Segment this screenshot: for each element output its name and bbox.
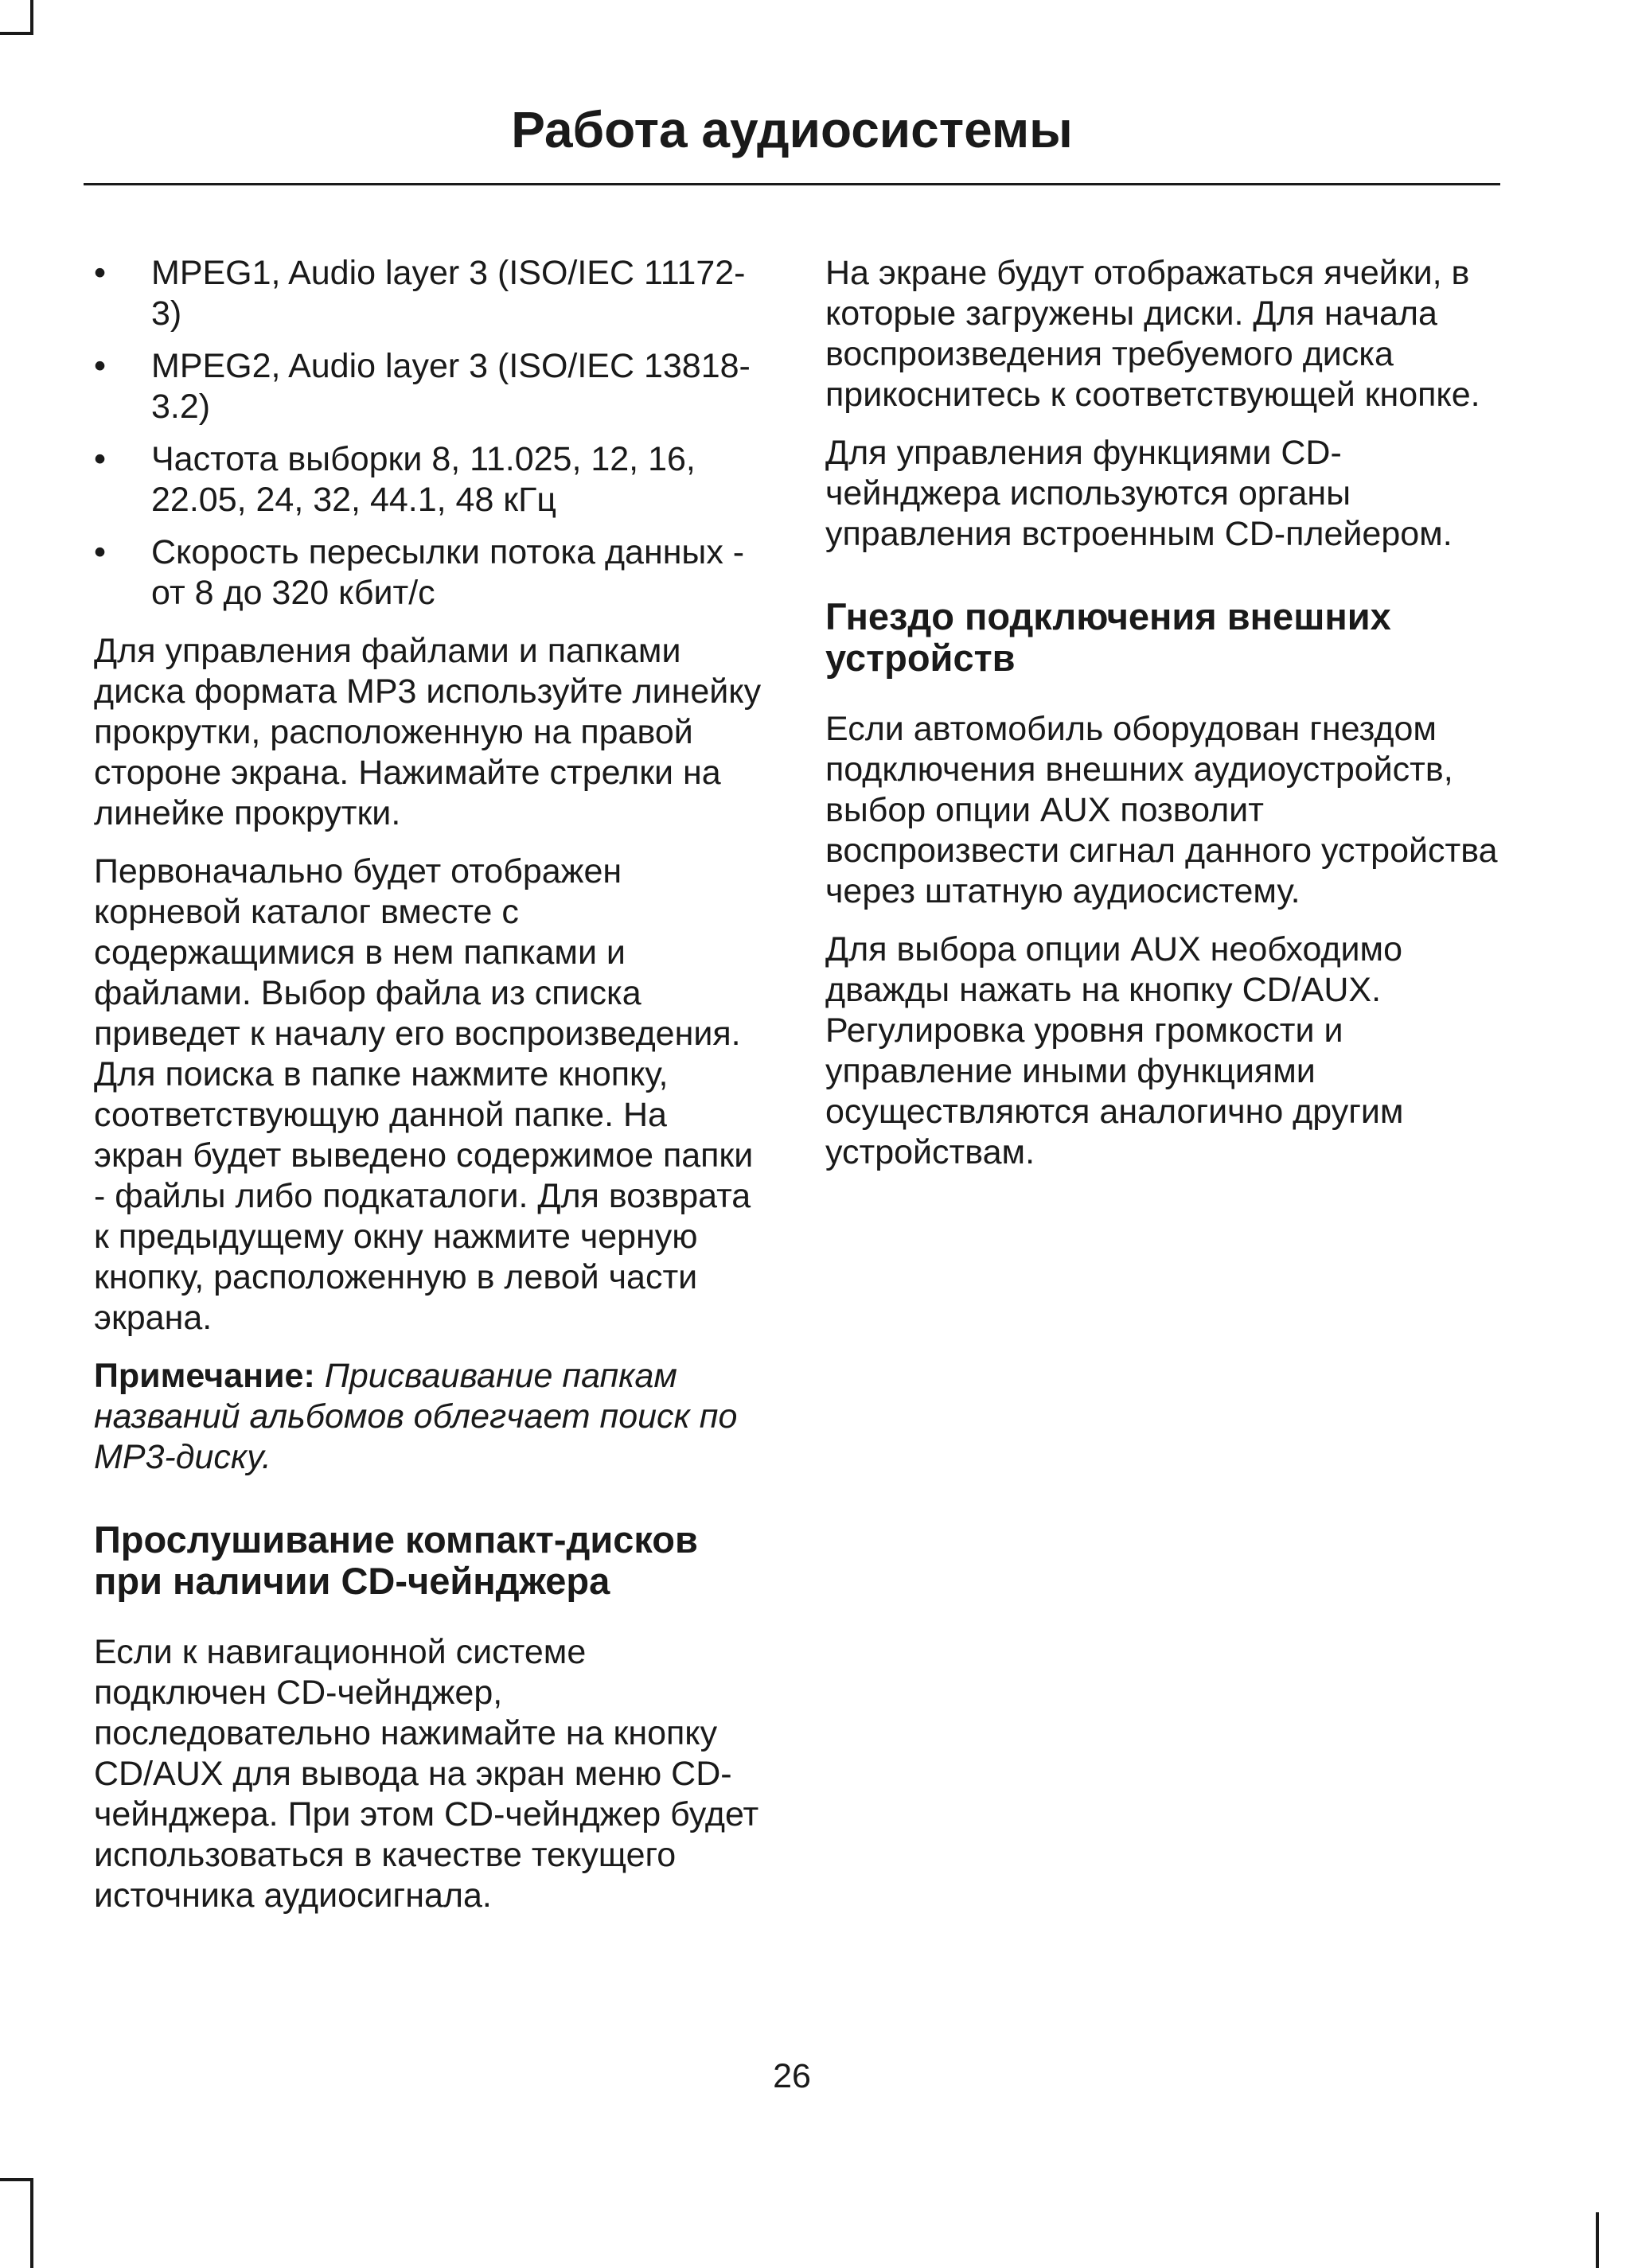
crop-mark-top-left-vertical xyxy=(30,0,33,33)
cd-changer-heading: Прослушивание компакт-дисков при наличии CD-чейнджера xyxy=(94,1518,698,1602)
aux-socket-paragraph: Если автомобиль оборудован гнездом подключения внешних аудиоустройств, выбор опции AUX позволит воспроизвести сигнал данного устройства через штатную аудиосистему. xyxy=(825,710,1498,910)
crop-mark-bottom-right-vertical xyxy=(1596,2212,1599,2268)
aux-socket-heading: Гнездо подключения внешних устройств xyxy=(825,595,1391,679)
list-item xyxy=(94,532,764,614)
list-item-text: Скорость пересылки потока данных - от 8 до 320 кбит/с xyxy=(151,533,745,612)
root-catalog-paragraph: Первоначально будет отображен корневой каталог вместе с содержащимися в нем папками и файлами. Выбор файла из списка приведет к началу его воспроизведения. Для поиска в папке нажмите кнопку, соответствующую данной папке. На экран будет выведено содержимое папки - файлы либо подкаталоги. Для возврата к предыдущему окну нажмите черную кнопку, расположенную в левой части экрана. xyxy=(94,852,754,1337)
list-item-text: Частота выборки 8, 11.025, 12, 16, 22.05, 24, 32, 44.1, 48 кГц xyxy=(151,440,696,519)
bullet-icon: • xyxy=(94,347,107,385)
title-divider xyxy=(84,183,1500,185)
cd-changer-paragraph: Если к навигационной системе подключен CD-чейнджер, последовательно нажимайте на кнопку CD/AUX для вывода на экран меню CD-чейнджера. При этом CD-чейнджер будет использоваться в качестве текущего источника аудиосигнала. xyxy=(94,1633,759,1915)
list-item xyxy=(94,346,764,427)
page-title: Работа аудиосистемы xyxy=(511,101,1073,158)
note-paragraph xyxy=(94,1356,764,1478)
page-number: 26 xyxy=(773,2057,811,2095)
list-item-text: MPEG2, Audio layer 3 (ISO/IEC 13818-3.2) xyxy=(151,347,751,426)
right-column xyxy=(825,253,1502,1191)
list-item-text: MPEG1, Audio layer 3 (ISO/IEC 11172-3) xyxy=(151,254,746,333)
spec-bullet-list xyxy=(94,253,764,614)
disc-cells-paragraph: На экране будут отображаться ячейки, в которые загружены диски. Для начала воспроизведения требуемого диска прикоснитесь к соответствующей кнопке. xyxy=(825,254,1480,414)
mp3-navigation-paragraph: Для управления файлами и папками диска формата MP3 используйте линейку прокрутки, расположенную на правой стороне экрана. Нажимайте стрелки на линейке прокрутки. xyxy=(94,632,762,832)
crop-mark-bottom-left-vertical xyxy=(30,2178,33,2268)
crop-mark-bottom-left-horizontal xyxy=(0,2178,33,2181)
note-label: Примечание: xyxy=(94,1357,315,1395)
aux-select-paragraph: Для выбора опции AUX необходимо дважды нажать на кнопку CD/AUX. Регулировка уровня громкости и управление иными функциями осуществляются аналогично другим устройствам. xyxy=(825,930,1404,1171)
note-text: Присваивание папкам названий альбомов облегчает поиск по MP3-диску. xyxy=(94,1357,738,1476)
crop-mark-top-left-horizontal xyxy=(0,32,33,35)
bullet-icon: • xyxy=(94,254,107,292)
bullet-icon: • xyxy=(94,533,107,571)
list-item xyxy=(94,253,764,334)
cd-changer-controls-paragraph: Для управления функциями CD-чейнджера используются органы управления встроенным CD-плейером. xyxy=(825,434,1453,553)
list-item xyxy=(94,439,764,520)
left-column xyxy=(94,253,764,1934)
bullet-icon: • xyxy=(94,440,107,478)
